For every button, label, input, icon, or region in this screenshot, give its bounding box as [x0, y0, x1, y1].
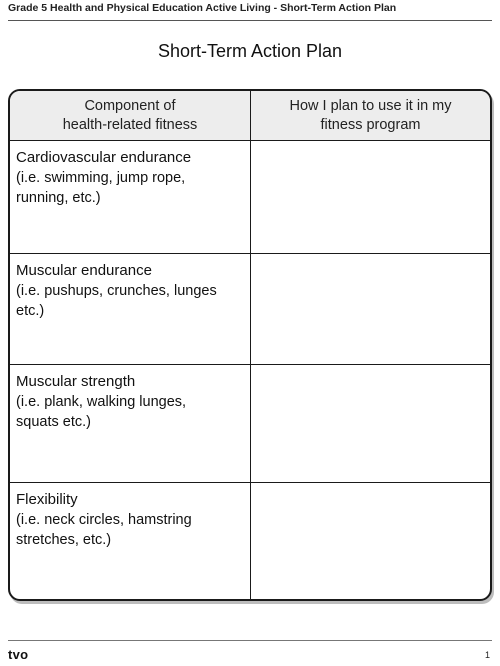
- component-cell: [10, 483, 250, 550]
- component-cell: [10, 365, 250, 432]
- column-header-component-line2: health-related fitness: [62, 116, 198, 133]
- table-row-muscular-endurance: [10, 253, 490, 364]
- component-name: Muscular endurance: [16, 262, 152, 279]
- component-examples-line1: (i.e. pushups, crunches, lunges: [16, 283, 217, 299]
- column-header-component-line1: Component of: [84, 97, 176, 114]
- footer-divider: [8, 640, 492, 641]
- plan-cell-flexibility[interactable]: [251, 483, 490, 599]
- page-title: Short-Term Action Plan: [157, 41, 343, 61]
- component-cell: [10, 254, 250, 321]
- header-divider: [8, 20, 492, 21]
- component-examples-line2: etc.): [16, 303, 45, 319]
- component-cell: [10, 141, 250, 208]
- document-header: Grade 5 Health and Physical Education Active Living - Short-Term Action Plan: [8, 2, 397, 14]
- column-header-component: [10, 91, 250, 140]
- column-header-plan-line2: fitness program: [320, 116, 421, 133]
- component-examples-line1: (i.e. swimming, jump rope,: [16, 170, 186, 186]
- page-number: 1: [484, 650, 490, 660]
- component-name: Flexibility: [16, 491, 78, 508]
- column-header-plan: [251, 91, 490, 140]
- action-plan-table: [8, 89, 492, 601]
- component-examples-line2: running, etc.): [16, 190, 101, 206]
- component-name: Muscular strength: [16, 373, 136, 390]
- component-examples-line1: (i.e. neck circles, hamstring: [16, 512, 192, 528]
- table-row-muscular-strength: [10, 364, 490, 482]
- component-examples-line2: squats etc.): [16, 414, 91, 430]
- table-row-flexibility: [10, 482, 490, 599]
- column-header-plan-line1: How I plan to use it in my: [289, 97, 452, 114]
- component-examples-line1: (i.e. plank, walking lunges,: [16, 394, 187, 410]
- tvo-logo: tvo: [8, 647, 29, 662]
- table-row-cardiovascular: [10, 141, 490, 253]
- component-examples-line2: stretches, etc.): [16, 532, 112, 548]
- plan-cell-cardiovascular[interactable]: [251, 141, 490, 253]
- plan-cell-muscular-strength[interactable]: [251, 365, 490, 482]
- plan-cell-muscular-endurance[interactable]: [251, 254, 490, 364]
- component-name: Cardiovascular endurance: [16, 149, 192, 166]
